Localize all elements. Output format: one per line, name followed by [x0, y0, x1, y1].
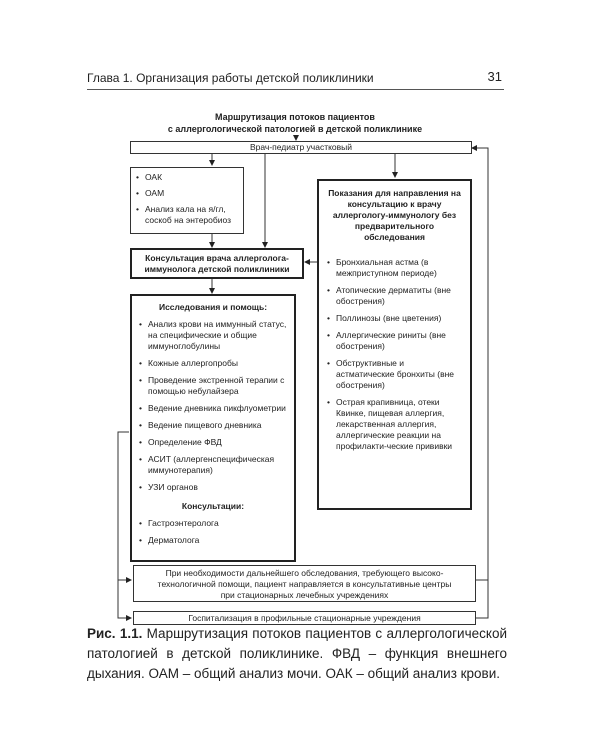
figure-caption — [87, 624, 507, 684]
research-item: • Определение ФВД — [138, 437, 288, 448]
consultation-item: • Гастроэнтеролога — [138, 518, 288, 529]
indication-item: • Острая крапивница, отеки Квинке, пищевая аллергия, лекарственная аллергия, аллергические реакции на профилакти-ческие прививки — [326, 397, 463, 452]
research-item: • Ведение дневника пикфлуометрии — [138, 403, 288, 414]
research-item: • Проведение экстренной терапии с помощью небулайзера — [138, 375, 288, 397]
indications-title: Показания для направления на консультацию к врачу аллергологу-иммунологу без предварительного обследования — [328, 188, 461, 242]
allergist-consultation-box — [130, 248, 304, 279]
research-item: • УЗИ органов — [138, 482, 288, 493]
diagram-title-line1: Маршрутизация потоков пациентов — [215, 112, 375, 122]
test-item: • Анализ кала на я/гл, соскоб на энтеробиоз — [135, 204, 239, 226]
pediatrician-label: Врач-педиатр участковый — [249, 142, 353, 152]
indication-item: • Обструктивные и астматические бронхиты (вне обострения) — [326, 358, 463, 391]
test-item: • ОАМ — [135, 188, 239, 199]
chapter-title: Глава 1. Организация работы детской поликлиники — [87, 71, 374, 85]
indication-item: • Бронхиальная астма (в межприступном периоде) — [326, 257, 463, 279]
hospitalization-box — [133, 611, 476, 625]
consultations-title: Консультации: — [181, 501, 245, 511]
further-line3: при стационарных лечебных учреждениях — [220, 590, 389, 600]
consultation-item: • Дерматолога — [138, 535, 288, 546]
page-number: 31 — [487, 69, 502, 84]
consult-line1: Консультация врача аллерголога- — [145, 252, 289, 263]
research-item: • АСИТ (аллергенспецифическая иммунотерапия) — [138, 454, 288, 476]
research-item: • Кожные аллергопробы — [138, 358, 288, 369]
test-item: • ОАК — [135, 172, 239, 183]
line-to-hospital — [118, 580, 131, 618]
indication-item: • Поллинозы (вне цветения) — [326, 313, 463, 324]
indication-item: • Аллергические риниты (вне обострения) — [326, 330, 463, 352]
research-box — [130, 294, 296, 562]
consult-line2: иммунолога детской поликлиники — [144, 263, 290, 274]
research-item: • Ведение пищевого дневника — [138, 420, 288, 431]
research-item: • Анализ крови на иммунный статус, на специфические и общие иммуноглобулины — [138, 319, 288, 352]
indication-item: • Атопические дерматиты (вне обострения) — [326, 285, 463, 307]
pediatrician-box — [130, 141, 472, 154]
indications-box — [317, 179, 472, 510]
further-line2: технологичной помощи, пациент направляется в консультативные центры — [157, 579, 452, 589]
feedback-line — [472, 148, 488, 618]
caption-label: Рис. 1.1. — [87, 626, 143, 641]
research-title: Исследования и помощь: — [158, 302, 268, 312]
initial-tests-box — [130, 167, 244, 234]
caption-text: Маршрутизация потоков пациентов с аллергологической патологией в детской поликлинике. ФВД – функция внешнего дыхания. ОАМ – общий анализ мочи. ОАК – общий анализ крови. — [87, 626, 507, 681]
further-examination-box — [133, 565, 476, 602]
diagram-title-line2: с аллергологической патологией в детской поликлинике — [167, 124, 423, 134]
further-line1: При необходимости дальнейшего обследования, требующего высоко- — [165, 568, 444, 578]
hospitalization-label: Госпитализация в профильные стационарные учреждения — [188, 612, 421, 623]
